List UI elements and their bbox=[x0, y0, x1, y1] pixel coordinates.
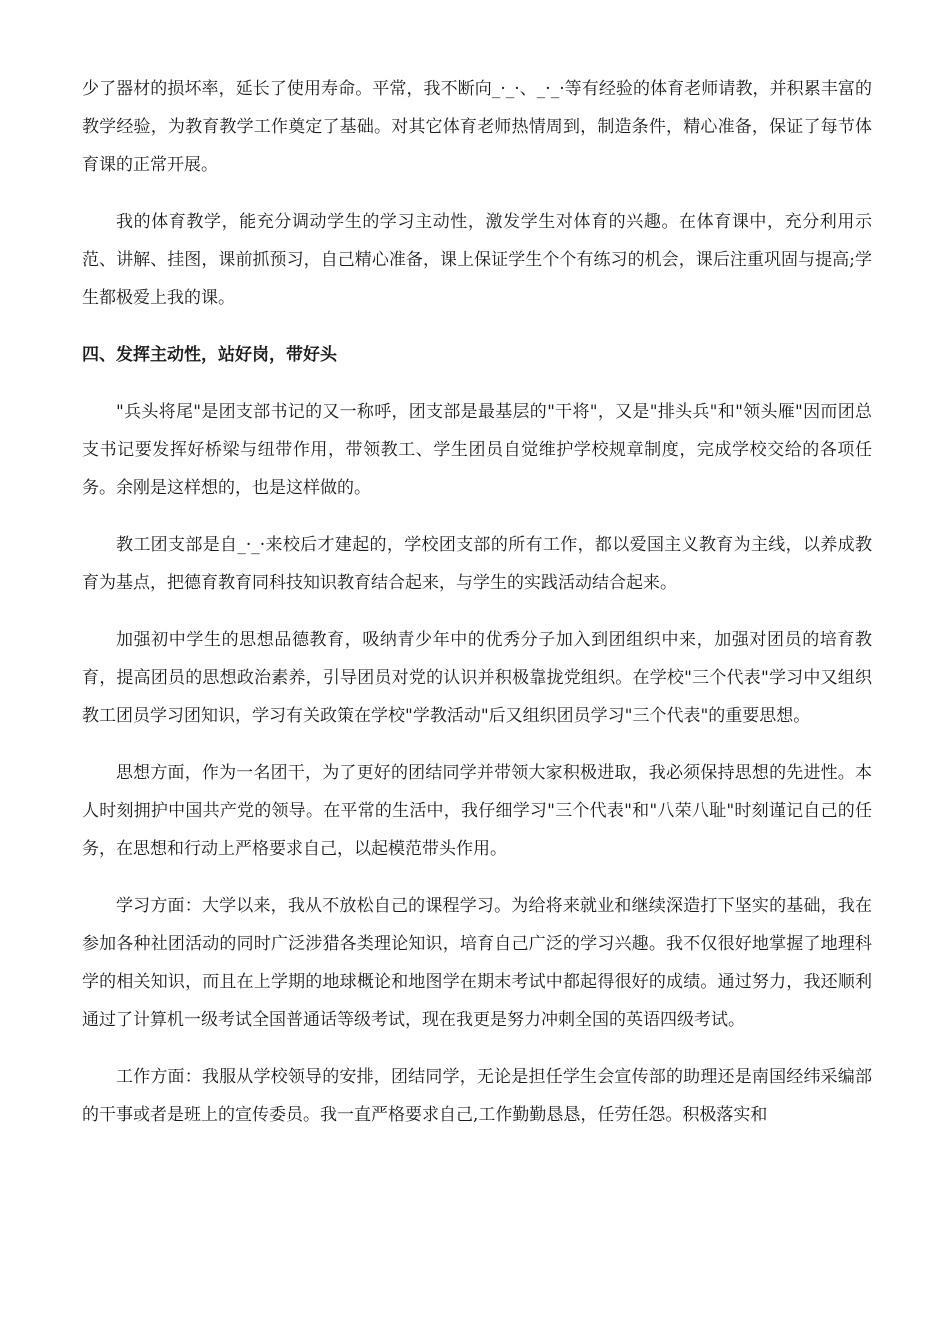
paragraph-moral-education: 加强初中学生的思想品德教育，吸纳青少年中的优秀分子加入到团组织中来，加强对团员的培育教育，提高团员的思想政治素养，引导团员对党的认识并积极靠拢党组织。在学校"三个代表"学习中又组织教工团员学习团知识，学习有关政策在学校"学教活动"后又组织团员学习"三个代表"的重要思想。 bbox=[82, 630, 872, 726]
paragraph-pe-teaching: 我的体育教学，能充分调动学生的学习主动性，激发学生对体育的兴趣。在体育课中，充分利用示范、讲解、挂图，课前抓预习，自己精心准备，课上保证学生个个有练习的机会，课后注重巩固与提高;学生都极爱上我的课。 bbox=[82, 212, 872, 308]
document-page bbox=[82, 70, 872, 1153]
paragraph-equipment-continuation: 少了器材的损坏率，延长了使用寿命。平常，我不断向_·_·、_·_·等有经验的体育老师请教，并积累丰富的教学经验，为教育教学工作奠定了基础。对其它体育老师热情周到，制造条件，精心准备，保证了每节体育课的正常开展。 bbox=[82, 79, 872, 175]
section-heading-four: 四、发挥主动性，站好岗，带好头 bbox=[82, 345, 337, 365]
paragraph-work: 工作方面：我服从学校领导的安排，团结同学，无论是担任学生会宣传部的助理还是南国经纬采编部的干事或者是班上的宣传委员。我一直严格要求自己,工作勤勤恳恳，任劳任怨。积极落实和 bbox=[82, 1067, 872, 1125]
paragraph-league-secretary: "兵头将尾"是团支部书记的又一称呼，团支部是最基层的"干将"，又是"排头兵"和"领头雁"因而团总支书记要发挥好桥梁与纽带作用，带领教工、学生团员自觉维护学校规章制度，完成学校交给的各项任务。余刚是这样想的，也是这样做的。 bbox=[82, 402, 872, 498]
paragraph-study: 学习方面：大学以来，我从不放松自己的课程学习。为给将来就业和继续深造打下坚实的基础，我在参加各种社团活动的同时广泛涉猎各类理论知识，培育自己广泛的学习兴趣。我不仅很好地掌握了地理科学的相关知识，而且在上学期的地球概论和地图学在期末考试中都起得很好的成绩。通过努力，我还顺利通过了计算机一级考试全国普通话等级考试，现在我更是努力冲刺全国的英语四级考试。 bbox=[82, 896, 872, 1030]
paragraph-ideology: 思想方面，作为一名团干，为了更好的团结同学并带领大家积极进取，我必须保持思想的先进性。本人时刻拥护中国共产党的领导。在平常的生活中，我仔细学习"三个代表"和"八荣八耻"时刻谨记自己的任务，在思想和行动上严格要求自己，以起模范带头作用。 bbox=[82, 763, 872, 859]
paragraph-staff-branch: 教工团支部是自_·_·来校后才建起的，学校团支部的所有工作，都以爱国主义教育为主线，以养成教育为基点，把德育教育同科技知识教育结合起来，与学生的实践活动结合起来。 bbox=[82, 535, 872, 593]
